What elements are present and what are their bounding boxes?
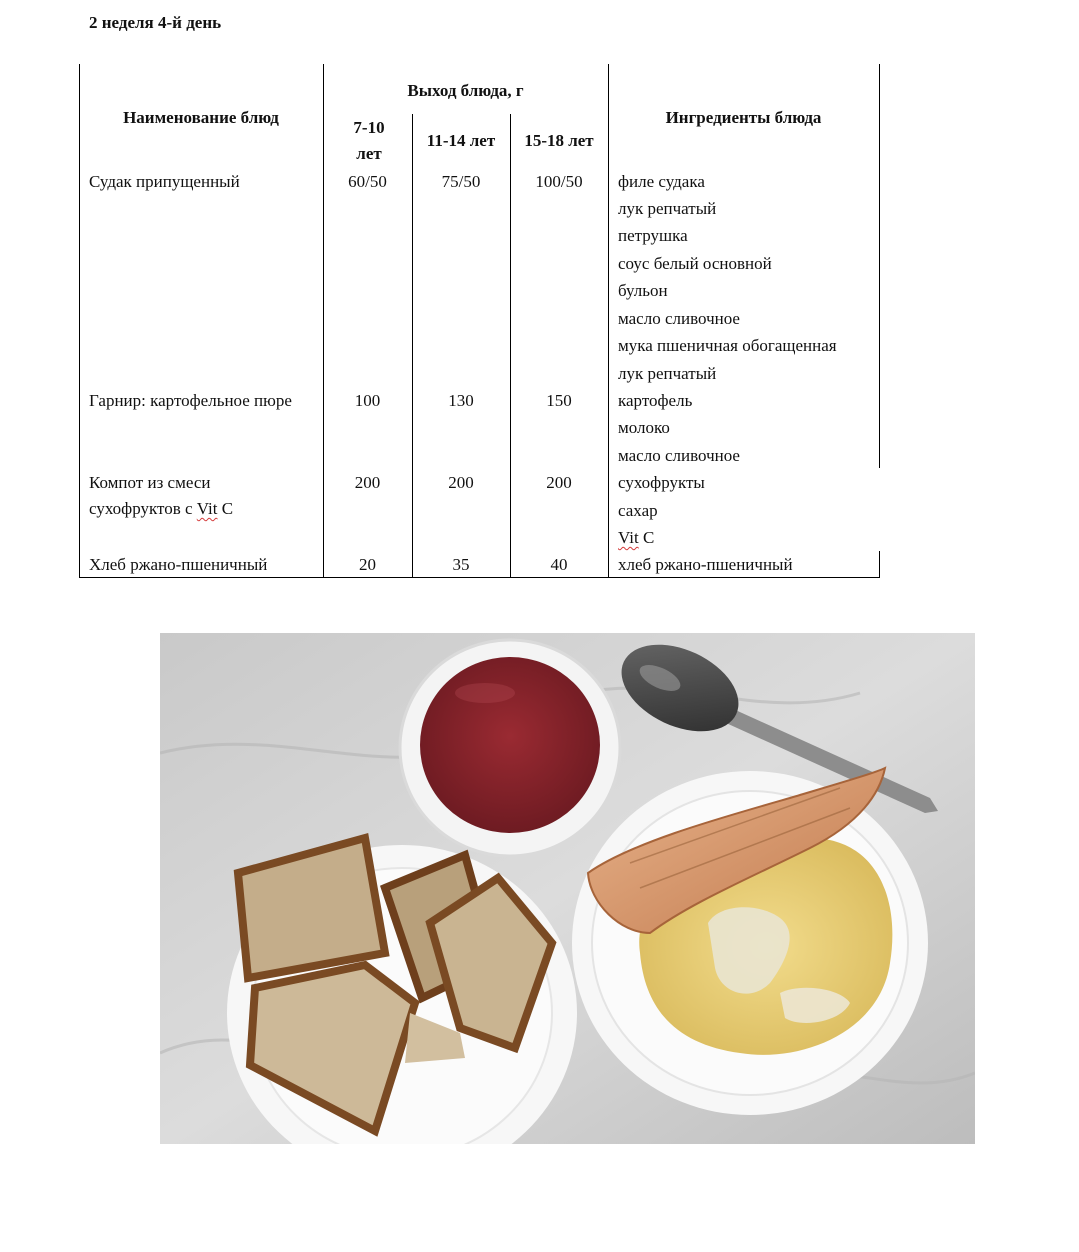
yield-7-10: 60/50 bbox=[348, 172, 387, 191]
ingredient-item: филе судака bbox=[618, 172, 705, 191]
ingredient-item: бульон bbox=[618, 281, 668, 300]
ingredient-item bbox=[618, 524, 654, 551]
spellcheck-marked-word: Vit bbox=[196, 499, 218, 518]
yield-7-10: 20 bbox=[359, 555, 376, 574]
yield-11-14: 35 bbox=[452, 555, 470, 574]
header-age-7-10: 7-10 лет bbox=[353, 118, 385, 163]
header-dish-name: Наименование блюд bbox=[123, 108, 279, 127]
ingredient-item: масло сливочное bbox=[618, 309, 740, 328]
table-border-right bbox=[879, 551, 880, 578]
menu-table bbox=[79, 64, 880, 578]
table-border-left bbox=[79, 64, 80, 578]
dish-name-text: C bbox=[217, 499, 234, 518]
header-age-15-18: 15-18 лет bbox=[524, 131, 594, 150]
ingredient-item: картофель bbox=[618, 391, 693, 410]
yield-11-14: 75/50 bbox=[441, 172, 481, 191]
yield-15-18: 40 bbox=[550, 555, 568, 574]
yield-11-14: 200 bbox=[448, 473, 474, 492]
yield-7-10: 100 bbox=[354, 391, 381, 410]
yield-15-18: 150 bbox=[546, 391, 572, 410]
dish-name bbox=[89, 470, 299, 522]
ingredient-item: масло сливочное bbox=[618, 446, 740, 465]
page-title: 2 неделя 4-й день bbox=[89, 13, 222, 32]
header-age-11-14: 11-14 лет bbox=[426, 131, 496, 150]
ingredient-item: сухофрукты bbox=[618, 473, 705, 492]
dish-name: Гарнир: картофельное пюре bbox=[89, 391, 292, 410]
ingredient-item: хлеб ржано-пшеничный bbox=[618, 555, 793, 574]
ingredient-item: соус белый основной bbox=[618, 254, 772, 273]
yield-11-14: 130 bbox=[448, 391, 474, 410]
table-border-right bbox=[879, 64, 880, 468]
meal-photo bbox=[160, 633, 975, 1144]
dish-name: Судак припущенный bbox=[89, 172, 240, 191]
ingredient-item: молоко bbox=[618, 418, 670, 437]
ingredient-item: лук репчатый bbox=[618, 199, 717, 218]
dish-name: Хлеб ржано-пшеничный bbox=[89, 555, 268, 574]
table-divider bbox=[323, 64, 324, 578]
yield-7-10: 200 bbox=[354, 473, 381, 492]
ingredient-item: лук репчатый bbox=[618, 364, 717, 383]
ingredient-item: петрушка bbox=[618, 226, 688, 245]
header-ingredients: Ингредиенты блюда bbox=[665, 108, 822, 127]
ingredient-text: C bbox=[638, 528, 655, 547]
compote-bowl bbox=[400, 640, 620, 856]
yield-15-18: 200 bbox=[546, 473, 572, 492]
yield-15-18: 100/50 bbox=[535, 172, 583, 191]
header-yield-group: Выход блюда, г bbox=[407, 81, 524, 100]
ingredient-item: мука пшеничная обогащенная bbox=[618, 336, 837, 355]
dish-name-text: Компот из смеси сухофруктов с bbox=[89, 473, 211, 518]
table-divider bbox=[608, 64, 609, 578]
spellcheck-marked-word: Vit bbox=[618, 528, 639, 547]
ingredient-item: сахар bbox=[618, 501, 658, 520]
